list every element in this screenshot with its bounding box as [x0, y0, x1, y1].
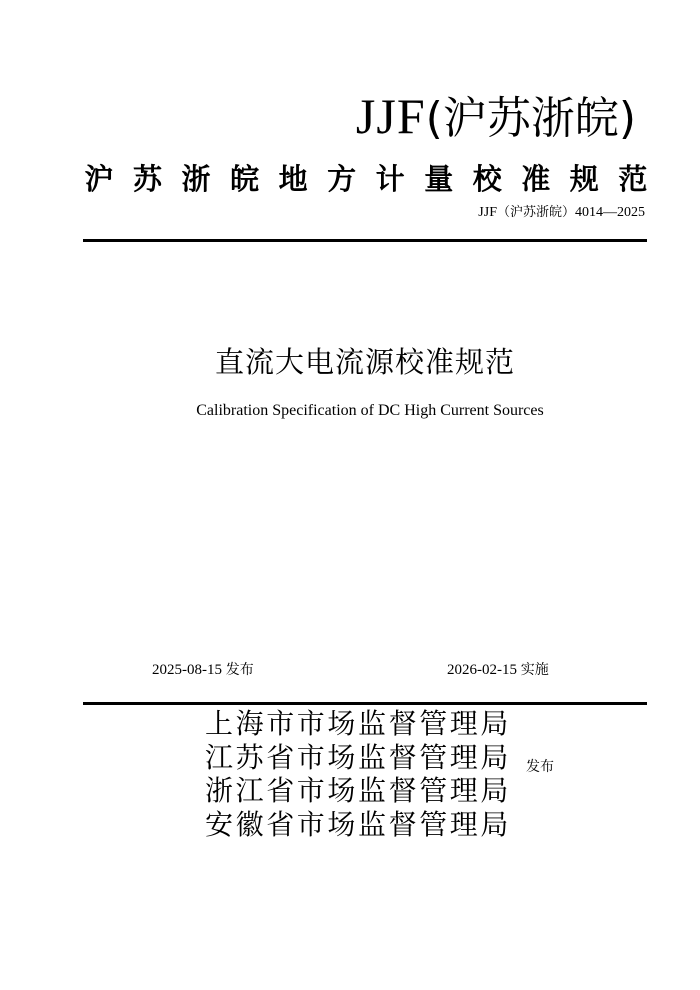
issuer-anhui: 安徽省市场监督管理局: [205, 807, 512, 841]
document-title-english: Calibration Specification of DC High Current Sources: [196, 402, 544, 419]
issuer-jiangsu: 江苏省市场监督管理局: [205, 740, 512, 774]
issuer-zhejiang: 浙江省市场监督管理局: [205, 774, 512, 807]
issuer-shanghai: 上海市市场监督管理局: [205, 707, 512, 740]
series-char: 计: [375, 162, 405, 196]
issue-date-value: 2025-08-15: [152, 662, 222, 678]
doc-code-region: （沪苏浙皖）: [496, 205, 575, 220]
series-char: 校: [472, 162, 502, 196]
series-prefix: JJF: [355, 88, 426, 144]
series-char: 苏: [133, 162, 163, 196]
doc-code-number: 4014—2025: [575, 205, 645, 220]
effective-date-label: 实施: [520, 662, 549, 678]
issue-date-label: 发布: [225, 662, 254, 678]
series-char: 浙: [181, 162, 211, 196]
issuing-authorities: [205, 707, 511, 841]
top-divider: [83, 239, 647, 242]
bottom-divider: [83, 702, 647, 705]
series-title: [356, 86, 636, 149]
document-title-chinese: 直流大电流源校准规范: [214, 345, 515, 379]
effective-date-value: 2026-02-15: [447, 662, 517, 678]
doc-code-prefix: JJF: [478, 205, 497, 220]
series-subtitle: [84, 160, 648, 198]
series-char: 地: [278, 162, 308, 196]
issue-date: [152, 660, 254, 680]
series-char: 范: [618, 162, 648, 196]
series-char: 量: [424, 162, 454, 196]
series-char: 准: [521, 162, 551, 196]
series-char: 沪: [84, 162, 114, 196]
series-char: 皖: [230, 162, 260, 196]
effective-date: [447, 660, 549, 680]
series-char: 规: [569, 162, 599, 196]
series-char: 方: [327, 162, 357, 196]
document-code: [478, 204, 645, 222]
series-region: (沪苏浙皖): [425, 93, 636, 144]
issued-label: 发布: [526, 759, 554, 775]
